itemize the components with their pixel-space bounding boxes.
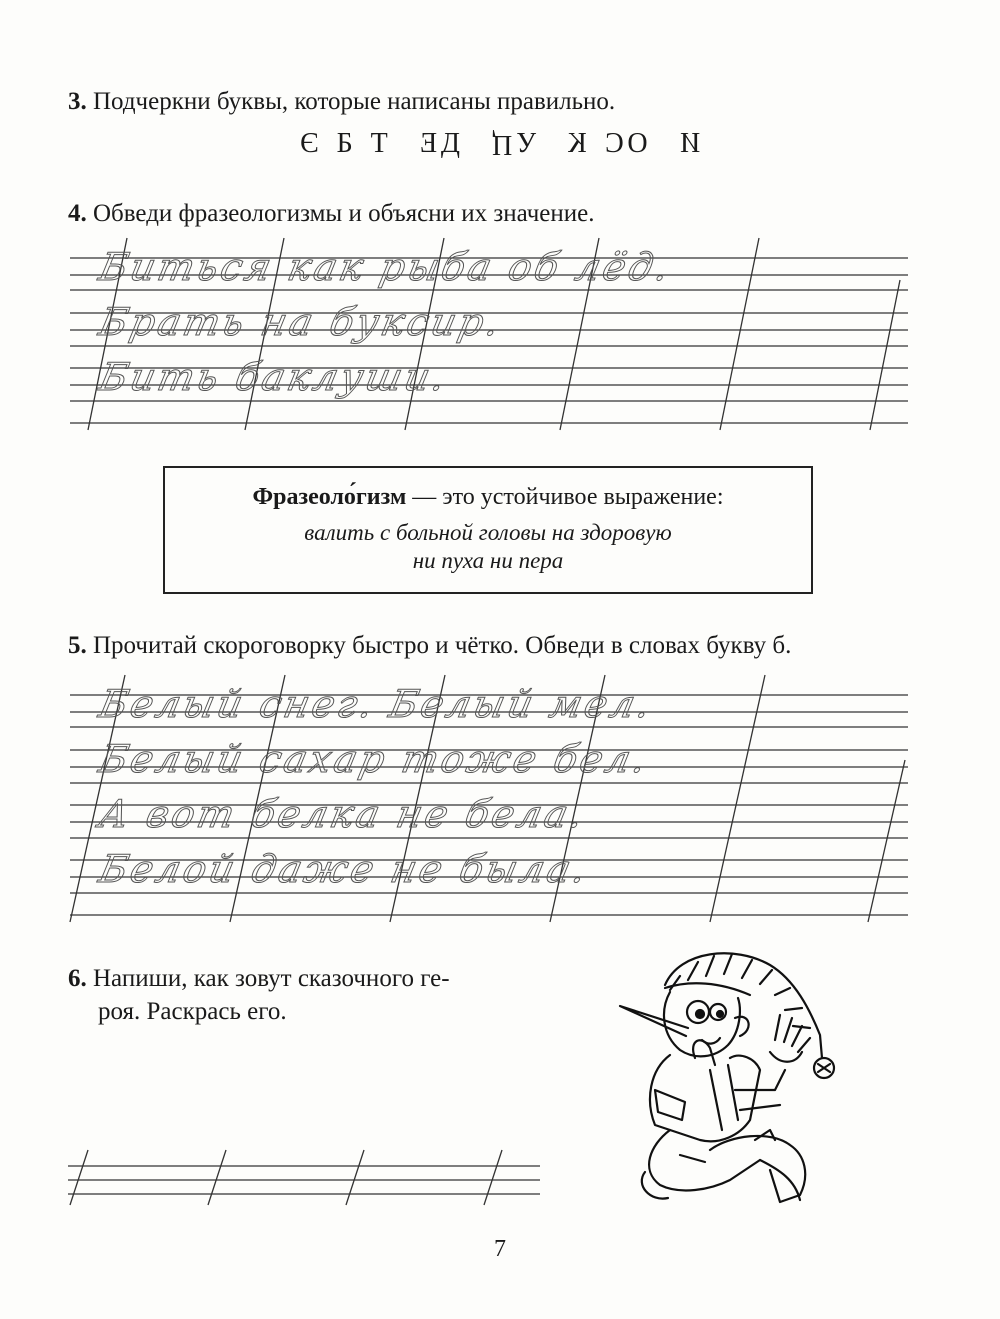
cursive-line[interactable]: Брать на буксир.: [95, 300, 507, 344]
letter[interactable]: Д: [440, 128, 474, 159]
ruled-lines-task-6: [68, 1150, 540, 1205]
task-number: 5.: [68, 632, 87, 659]
letter-mirrored[interactable]: Е: [405, 128, 437, 159]
task-5-heading: [68, 632, 791, 660]
task-text: Прочитай скороговорку быстро и чётко. Обведи в словах букву б.: [93, 632, 792, 659]
definition-rest: — это устойчивое выражение:: [406, 484, 724, 510]
pinocchio-illustration[interactable]: [610, 940, 910, 1210]
letter[interactable]: Б: [336, 128, 367, 159]
cursive-line[interactable]: Бить баклуши.: [95, 355, 453, 399]
task-number: 4.: [68, 200, 87, 227]
cursive-line[interactable]: А вот белка не бела.: [95, 792, 591, 836]
definition-term: Фразеоло́гизм: [252, 484, 407, 510]
cursive-line[interactable]: Белой даже не была.: [95, 847, 593, 891]
task-text: Подчеркни буквы, которые написаны правильно.: [93, 88, 616, 115]
letter[interactable]: У: [516, 128, 551, 159]
task-number: 6.: [68, 965, 87, 992]
task-text: Напиши, как зовут сказочного ге-: [93, 965, 450, 992]
cursive-line[interactable]: Белый снег. Белый мел.: [95, 682, 658, 726]
letter-mirrored[interactable]: К: [554, 128, 587, 159]
task-number: 3.: [68, 88, 87, 115]
definition-example: валить с больной головы на здоровую: [304, 520, 672, 545]
definition-example: ни пуха ни пера: [412, 548, 564, 573]
task-6-heading: [68, 962, 450, 1028]
letter-mirrored[interactable]: С: [590, 128, 624, 159]
definition-text: [165, 484, 811, 511]
letter[interactable]: О: [627, 128, 662, 159]
task-text: Обведи фразеологизмы и объясни их значение.: [93, 200, 595, 227]
letter-mirrored[interactable]: И: [665, 128, 700, 159]
definition-box: [163, 466, 813, 594]
letter[interactable]: Т: [370, 128, 402, 159]
page-number: 7: [494, 1236, 506, 1262]
cursive-line[interactable]: Биться как рыба об лёд.: [95, 245, 676, 289]
letter[interactable]: Є: [300, 128, 333, 159]
task-text: роя. Раскрась его.: [98, 998, 287, 1025]
letter-upside-down[interactable]: Ц: [477, 129, 513, 160]
cursive-line[interactable]: Белый сахар тоже бел.: [95, 737, 653, 781]
